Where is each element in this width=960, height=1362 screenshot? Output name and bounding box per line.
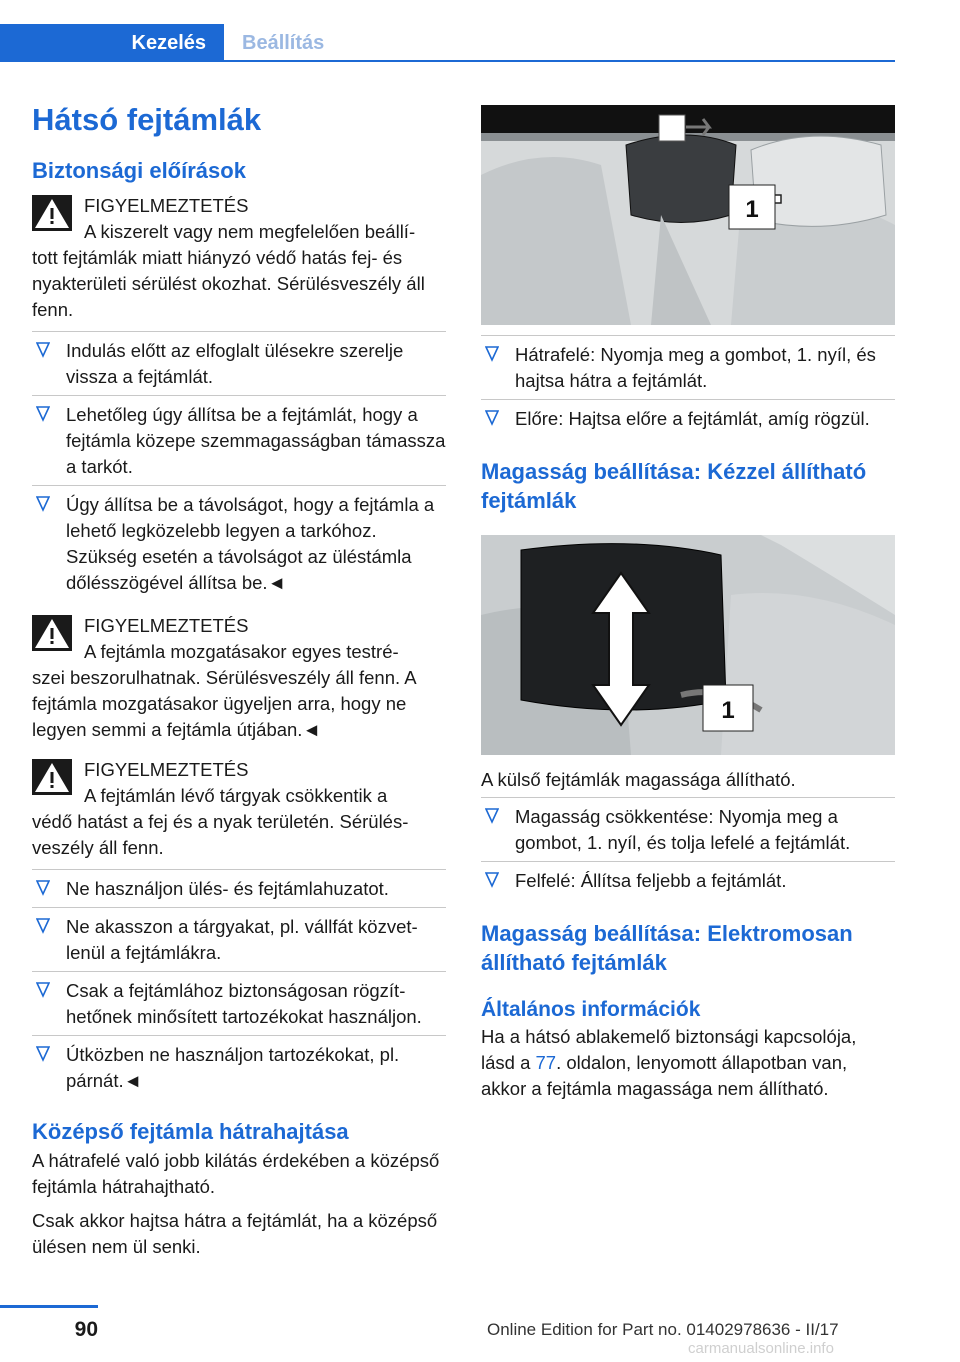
footer-divider <box>0 1305 98 1308</box>
headrest-fold-illustration <box>481 105 895 325</box>
page-title: Hátsó fejtámlák <box>32 102 262 137</box>
middle-paragraph-1: A hátrafelé való jobb kilátás érdekében a középső fejtámla hátrahajtható. <box>32 1150 440 1197</box>
warning-text-first: A fejtámla mozgatásakor egyes testré- <box>84 641 399 662</box>
general-paragraph: Ha a hátsó ablakemelő biztonsági kapcsolója, lásd a 77. oldalon, lenyomott állapotban van, akkor a fejtámla magassága nem állítható. <box>481 1026 857 1099</box>
list-item: Lehetőleg úgy állítsa be a fejtámlát, hogy a fejtámla közepe szemmagasságban támassza a tarkót. <box>32 395 446 485</box>
triangle-bullet-icon <box>36 342 50 358</box>
electric-height-heading: Magasság beállítása: Elektromosan állítható fejtámlák <box>481 921 853 975</box>
general-info-heading: Általános információk <box>481 998 701 1021</box>
watermark: carmanualsonline.info <box>688 1340 834 1357</box>
middle-paragraph-2: Csak akkor hajtsa hátra a fejtámlát, ha a középső ülésen nem ül senki. <box>32 1210 438 1257</box>
warning-icon <box>32 759 72 795</box>
tab-kezeles[interactable]: Kezelés <box>0 24 224 62</box>
headrest-fold-drawing <box>481 105 895 325</box>
page-link-77[interactable]: 77 <box>535 1052 557 1073</box>
manual-height-heading: Magasság beállítása: Kézzel állítható fejtámlák <box>481 459 867 513</box>
safety-heading: Biztonsági előírások <box>32 158 246 183</box>
triangle-bullet-icon <box>36 880 50 896</box>
headrest-height-drawing <box>481 535 895 755</box>
page-number: 90 <box>74 1318 98 1341</box>
triangle-bullet-icon <box>36 1046 50 1062</box>
warning-text-rest: szei beszorulhatnak. Sérülésveszély áll fenn. A fejtámla mozgatásakor ügyeljen arra, hogy ne legyen semmi a fejtámla útjában.◄ <box>32 667 416 740</box>
list-item: Hátrafelé: Nyomja meg a gombot, 1. nyíl, és hajtsa hátra a fejtámlát. <box>481 335 895 399</box>
left-column <box>32 100 446 1260</box>
list-item: Ne akasszon a tárgyakat, pl. vállfát közvetlenül a fejtámlákra. <box>32 907 446 971</box>
bullet-list-1 <box>32 331 446 601</box>
bullet-list-2 <box>32 869 446 1099</box>
callout-label-1: 1 <box>745 196 759 223</box>
list-item: Útközben ne használjon tartozékokat, pl. párnát.◄ <box>32 1035 446 1099</box>
list-item: Úgy állítsa be a távolságot, hogy a fejtámla a lehető legközelebb legyen a tarkóhoz. Szükség esetén a távolságot az üléstámla dőlésszögével állítsa be.◄ <box>32 485 446 601</box>
triangle-bullet-icon <box>485 346 499 362</box>
tab-beallitas[interactable]: Beállítás <box>242 31 325 54</box>
list-item: Csak a fejtámlához biztonságosan rögzíthetőnek minősített tartozékokat használjon. <box>32 971 446 1035</box>
bullet-list-4 <box>481 797 895 899</box>
triangle-bullet-icon <box>36 496 50 512</box>
warning-label: FIGYELMEZTETÉS <box>84 615 249 636</box>
bullet-list-3 <box>481 335 895 437</box>
warning-label: FIGYELMEZTETÉS <box>84 195 249 216</box>
callout-label-2: 1 <box>721 697 735 724</box>
header-divider <box>0 60 895 62</box>
middle-headrest-heading: Középső fejtámla hátrahajtása <box>32 1119 349 1144</box>
warning-block-3 <box>32 757 446 861</box>
triangle-bullet-icon <box>485 808 499 824</box>
triangle-bullet-icon <box>36 406 50 422</box>
list-item: Ne használjon ülés- és fejtámlahuzatot. <box>32 869 446 907</box>
warning-block-1 <box>32 193 446 323</box>
warning-text-rest: tott fejtámlák miatt hiányzó védő hatás fej- és nyakterületi sérülést okozhat. Sérülésveszély áll fenn. <box>32 247 425 320</box>
warning-icon <box>32 615 72 651</box>
list-item: Előre: Hajtsa előre a fejtámlát, amíg rögzül. <box>481 399 895 437</box>
manual-paragraph: A külső fejtámlák magassága állítható. <box>481 769 796 790</box>
list-item: Indulás előtt az elfoglalt ülésekre szerelje vissza a fejtámlát. <box>32 331 446 395</box>
warning-text-rest: védő hatást a fej és a nyak területén. Sérülésveszély áll fenn. <box>32 811 409 858</box>
header-tabs <box>0 24 895 62</box>
triangle-bullet-icon <box>485 410 499 426</box>
warning-block-2 <box>32 613 446 743</box>
right-column <box>481 105 895 1102</box>
warning-icon <box>32 195 72 231</box>
warning-text-first: A fejtámlán lévő tárgyak csökkentik a <box>84 785 388 806</box>
list-item: Felfelé: Állítsa feljebb a fejtámlát. <box>481 861 895 899</box>
warning-label: FIGYELMEZTETÉS <box>84 759 249 780</box>
headrest-height-illustration <box>481 535 895 755</box>
triangle-bullet-icon <box>36 982 50 998</box>
warning-text-first: A kiszerelt vagy nem megfelelően beállí- <box>84 221 416 242</box>
list-item: Magasság csökkentése: Nyomja meg a gombot, 1. nyíl, és tolja lefelé a fejtámlát. <box>481 797 895 861</box>
edition-text: Online Edition for Part no. 01402978636 - II/17 <box>487 1320 839 1339</box>
triangle-bullet-icon <box>485 872 499 888</box>
triangle-bullet-icon <box>36 918 50 934</box>
